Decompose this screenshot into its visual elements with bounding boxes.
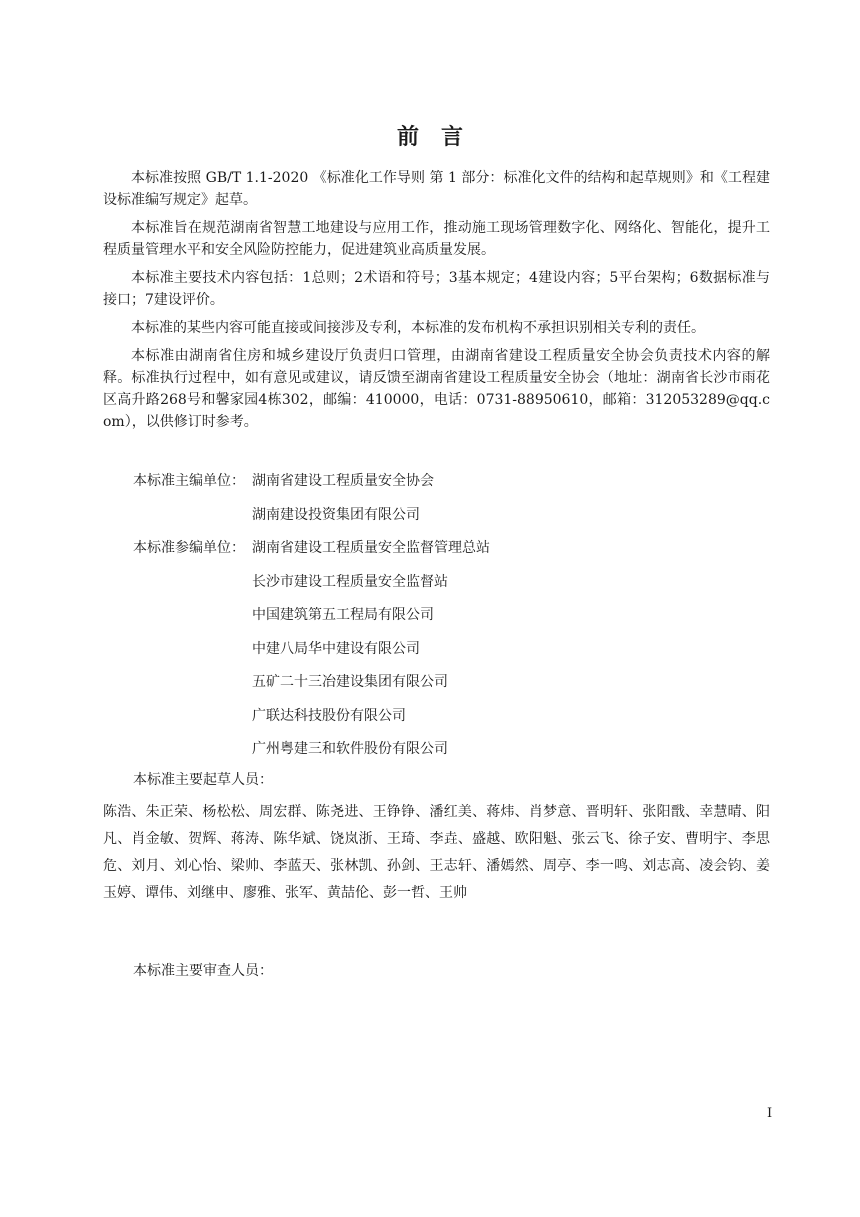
page-title: 前言 [396, 125, 485, 150]
chief-unit-row [133, 470, 773, 504]
foreword-body [103, 167, 770, 439]
participating-unit-row [133, 705, 773, 739]
paragraph-management-contact: 本标准由湖南省住房和城乡建设厅负责归口管理，由湖南省建设工程质量安全协会负责技术内容的解释。标准执行过程中，如有意见或建议，请反馈至湖南省建设工程质量安全协会（地址：湖南省长沙市雨花区高升路268号和馨家园4栋302，邮编：410000，电话：0731-88950610，邮箱：312053289@qq.com），以供修订时参考。 [103, 348, 770, 430]
chief-unit-item: 湖南省建设工程质量安全协会 [252, 473, 434, 489]
paragraph-main-content: 本标准主要技术内容包括：1总则；2术语和符号；3基本规定；4建设内容；5平台架构；6数据标准与接口；7建设评价。 [103, 270, 770, 308]
participating-unit-row [133, 537, 773, 571]
participating-unit-row [133, 638, 773, 672]
paragraph-drafting-basis: 本标准按照 GB/T 1.1-2020 《标准化工作导则 第 1 部分：标准化文件的结构和起草规则》和《工程建设标准编写规定》起草。 [103, 170, 770, 208]
participating-unit-row [133, 604, 773, 638]
drafters-label: 本标准主要起草人员： [133, 772, 273, 788]
participating-unit-row [133, 571, 773, 605]
participating-unit-item: 广州粤建三和软件股份有限公司 [252, 741, 448, 757]
drafters-list: 陈浩、朱正荣、杨松松、周宏群、陈尧进、王铮铮、潘红美、蒋炜、肖梦意、晋明轩、张阳戬、幸慧晴、阳凡、肖金敏、贺辉、蒋涛、陈华斌、饶岚浙、王琦、李垚、盛越、欧阳魁、张云飞、徐子安、曹明宇、李思危、刘月、刘心怡、梁帅、李蓝天、张林凯、孙剑、王志轩、潘嫣然、周亭、李一鸣、刘志高、凌会钧、姜玉婷、谭伟、刘继申、廖雅、张军、黄喆伦、彭一哲、王帅 [103, 804, 770, 901]
chief-unit-row [133, 504, 773, 538]
chief-units-label: 本标准主编单位： [133, 473, 245, 489]
participating-unit-item: 广联达科技股份有限公司 [252, 707, 406, 724]
units-section [133, 470, 773, 772]
page-number: I [767, 1106, 773, 1121]
participating-unit-item: 五矿二十三冶建设集团有限公司 [252, 674, 448, 690]
paragraph-patent-notice: 本标准的某些内容可能直接或间接涉及专利，本标准的发布机构不承担识别相关专利的责任。 [131, 320, 705, 336]
chief-unit-item: 湖南建设投资集团有限公司 [252, 506, 420, 523]
participating-unit-row [133, 671, 773, 705]
paragraph-purpose: 本标准旨在规范湖南省智慧工地建设与应用工作，推动施工现场管理数字化、网络化、智能化，提升工程质量管理水平和安全风险防控能力，促进建筑业高质量发展。 [103, 220, 770, 258]
participating-unit-item: 中国建筑第五工程局有限公司 [252, 607, 434, 623]
reviewers-label: 本标准主要审查人员： [133, 963, 273, 979]
participating-unit-item: 中建八局华中建设有限公司 [252, 640, 420, 657]
participating-unit-row [133, 738, 773, 772]
participating-unit-item: 长沙市建设工程质量安全监督站 [252, 573, 448, 590]
participating-unit-item: 湖南省建设工程质量安全监督管理总站 [252, 540, 490, 556]
participating-units-label: 本标准参编单位： [133, 540, 245, 556]
